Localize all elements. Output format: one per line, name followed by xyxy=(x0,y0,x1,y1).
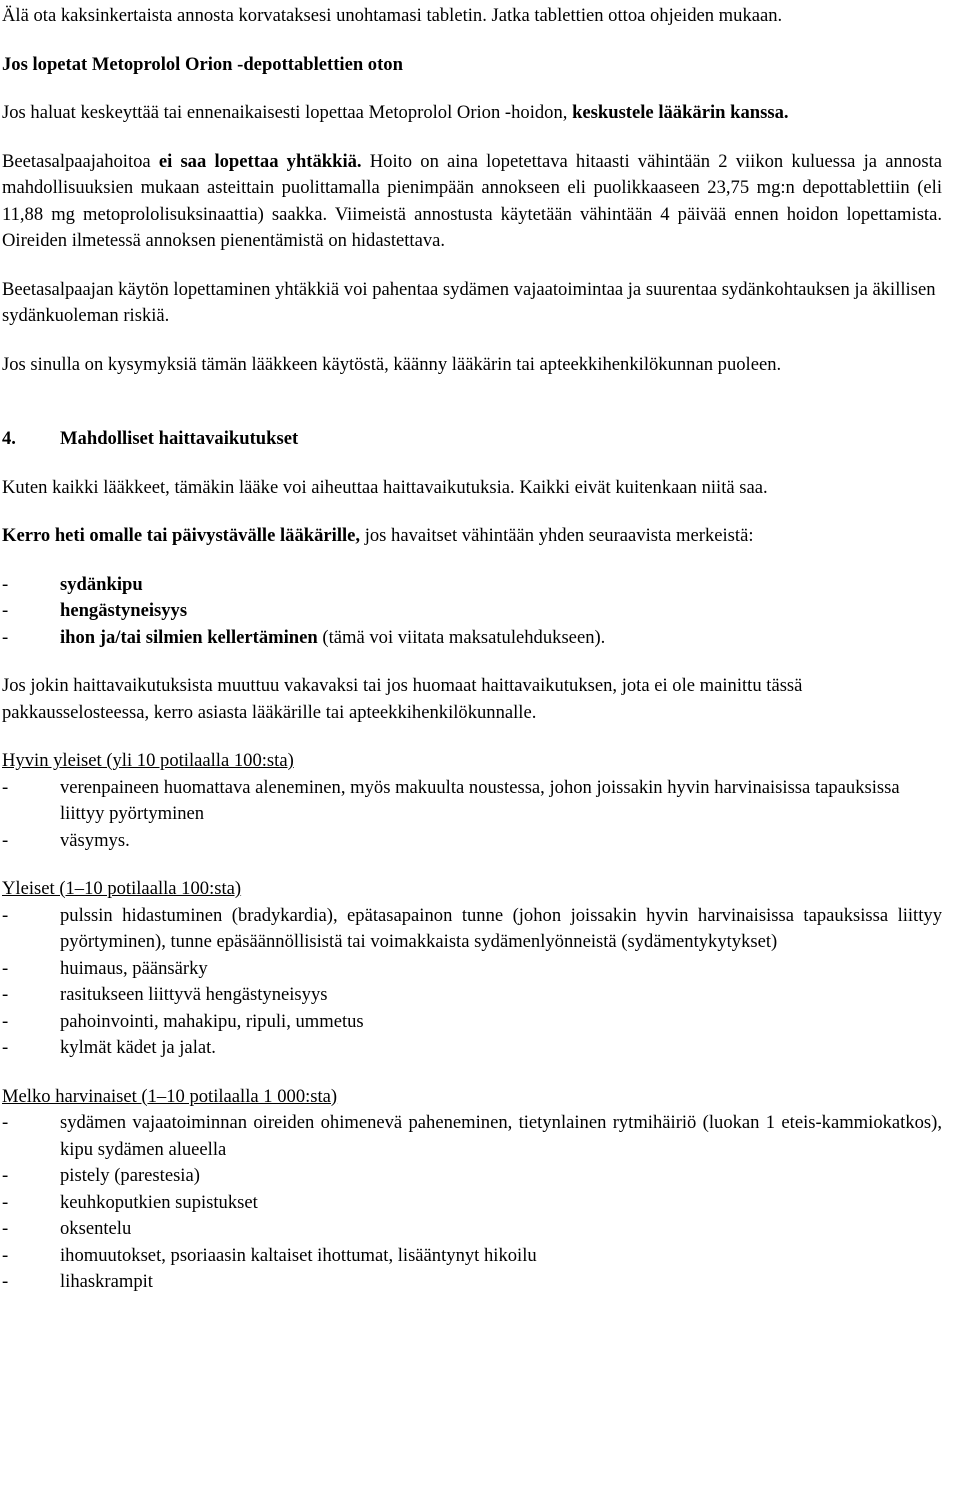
list-dash: - xyxy=(2,1010,9,1032)
uncommon-list xyxy=(2,1110,942,1296)
list-dash: - xyxy=(2,1165,9,1186)
list-dash: - xyxy=(2,1191,9,1213)
list-item-text: väsymys. xyxy=(60,829,130,851)
paragraph-stop-treatment xyxy=(2,100,942,127)
paragraph-double-dose: Älä ota kaksinkertaista annosta korvataksesi unohtamasi tabletin. Jatka tablettien ottoa ohjeiden mukaan. xyxy=(2,5,783,26)
list-item xyxy=(2,903,942,956)
section-4-heading xyxy=(2,426,942,453)
list-item-text: oksentelu xyxy=(60,1218,132,1239)
section-number: 4. xyxy=(2,428,16,449)
common-list xyxy=(2,903,942,1062)
list-item xyxy=(2,1269,942,1296)
list-dash: - xyxy=(2,1244,9,1266)
very-common-list xyxy=(2,775,942,855)
paragraph-report-side-effects: Jos jokin haittavaikutuksista muuttuu vakavaksi tai jos huomaat haittavaikutuksen, jota ei ole mainittu tässä pakkausselosteessa, kerro asiasta lääkärille tai apteekkihenkilökunnalle. xyxy=(2,675,803,723)
list-dash: - xyxy=(2,984,9,1005)
list-item xyxy=(2,956,942,983)
list-dash: - xyxy=(2,1112,9,1133)
list-item-text: verenpaineen huomattava aleneminen, myös makuulta noustessa, johon joissakin hyvin harvinaisissa tapauksissa liittyy pyörtyminen xyxy=(60,776,900,824)
list-item-text: huimaus, päänsärky xyxy=(60,957,208,979)
urgent-sign-bold: hengästyneisyys xyxy=(60,600,188,621)
list-dash: - xyxy=(2,829,9,851)
heading-stopping: Jos lopetat Metoprolol Orion -depottablettien oton xyxy=(2,53,403,75)
section-title: Mahdolliset haittavaikutukset xyxy=(60,428,299,449)
list-dash: - xyxy=(2,1218,9,1239)
paragraph-abrupt-stop-risk: Beetasalpaajan käytön lopettaminen yhtäkkiä voi pahentaa sydämen vajaatoimintaa ja suurentaa sydänkohtauksen ja äkillisen sydänkuoleman riskiä. xyxy=(2,278,936,326)
document-page xyxy=(2,3,942,1296)
very-common-heading: Hyvin yleiset (yli 10 potilaalla 100:sta) xyxy=(2,750,294,771)
paragraph-side-effects-intro: Kuten kaikki lääkkeet, tämäkin lääke voi aiheuttaa haittavaikutuksia. Kaikki eivät kuitenkaan niitä saa. xyxy=(2,476,768,498)
list-dash: - xyxy=(2,600,9,621)
list-dash: - xyxy=(2,1271,9,1292)
common-heading: Yleiset (1–10 potilaalla 100:sta) xyxy=(2,878,242,899)
list-item-text: keuhkoputkien supistukset xyxy=(60,1191,258,1213)
list-dash: - xyxy=(2,1037,9,1058)
urgent-sign-rest: (tämä voi viitata maksatulehdukseen). xyxy=(317,626,606,648)
list-item xyxy=(2,625,942,652)
beta-blocker-pre: Beetasalpaajahoitoa xyxy=(2,150,159,172)
list-item xyxy=(2,598,942,625)
list-item-text: pistely (parestesia) xyxy=(60,1165,200,1186)
list-item-text: kylmät kädet ja jalat. xyxy=(60,1037,216,1058)
list-item xyxy=(2,1035,942,1062)
list-item xyxy=(2,828,942,855)
uncommon-heading: Melko harvinaiset (1–10 potilaalla 1 000:sta) xyxy=(2,1085,338,1107)
list-dash: - xyxy=(2,776,9,798)
urgent-sign-bold: sydänkipu xyxy=(60,573,143,595)
urgent-signs-list xyxy=(2,572,942,652)
list-item xyxy=(2,1163,942,1190)
list-item-text: pulssin hidastuminen (bradykardia), epätasapainon tunne (johon joissakin hyvin harvinaisissa tapauksissa liittyy pyörtyminen), tunne epäsäännöllisistä tai voimakkaista sydämenlyönneistä (sydämentykytykset) xyxy=(60,904,942,952)
list-item xyxy=(2,775,942,828)
list-item xyxy=(2,1216,942,1243)
list-item-text: rasitukseen liittyvä hengästyneisyys xyxy=(60,984,328,1005)
list-item xyxy=(2,1009,942,1036)
list-dash: - xyxy=(2,573,9,595)
list-item-text: sydämen vajaatoiminnan oireiden ohimenevä paheneminen, tietynlainen rytmihäiriö (luokan 1 eteis-kammiokatkos), kipu sydämen alueella xyxy=(60,1112,942,1160)
list-dash: - xyxy=(2,626,9,648)
list-item xyxy=(2,982,942,1009)
paragraph-tell-doctor xyxy=(2,523,942,550)
paragraph-stop-bold: keskustele lääkärin kanssa. xyxy=(572,102,789,123)
beta-blocker-bold: ei saa lopettaa yhtäkkiä. xyxy=(158,150,362,172)
list-dash: - xyxy=(2,904,9,926)
list-item xyxy=(2,1110,942,1163)
list-item-text: pahoinvointi, mahakipu, ripuli, ummetus xyxy=(60,1010,364,1032)
list-dash: - xyxy=(2,957,9,979)
list-item xyxy=(2,572,942,599)
paragraph-stop-text: Jos haluat keskeyttää tai ennenaikaisesti lopettaa Metoprolol Orion -hoidon, xyxy=(2,102,573,123)
urgent-sign-bold: ihon ja/tai silmien kellertäminen xyxy=(60,626,318,648)
list-item xyxy=(2,1190,942,1217)
paragraph-questions: Jos sinulla on kysymyksiä tämän lääkkeen käytöstä, käänny lääkärin tai apteekkihenkilökunnan puoleen. xyxy=(2,353,782,375)
list-item-text: lihaskrampit xyxy=(60,1271,153,1292)
tell-doctor-rest: jos havaitset vähintään yhden seuraavista merkeistä: xyxy=(360,525,754,546)
list-item xyxy=(2,1243,942,1270)
beta-blocker-rest: Hoito on aina lopetettava hitaasti vähintään 2 viikon kuluessa ja annosta mahdollisuuksien mukaan asteittain puolittamalla pienimpään annokseen eli puolikkaaseen 23,75 mg:n depottablettiin (eli 11,88 mg metoprololisuksinaattia) saakka. Viimeistä annostusta käytetään vähintään 4 päivää ennen hoidon lopettamista. Oireiden ilmetessä annoksen pienentämistä on hidastettava. xyxy=(2,150,942,251)
paragraph-beta-blocker xyxy=(2,149,942,255)
tell-doctor-bold: Kerro heti omalle tai päivystävälle lääkärille, xyxy=(2,525,361,546)
list-item-text: ihomuutokset, psoriaasin kaltaiset ihottumat, lisääntynyt hikoilu xyxy=(60,1244,537,1266)
